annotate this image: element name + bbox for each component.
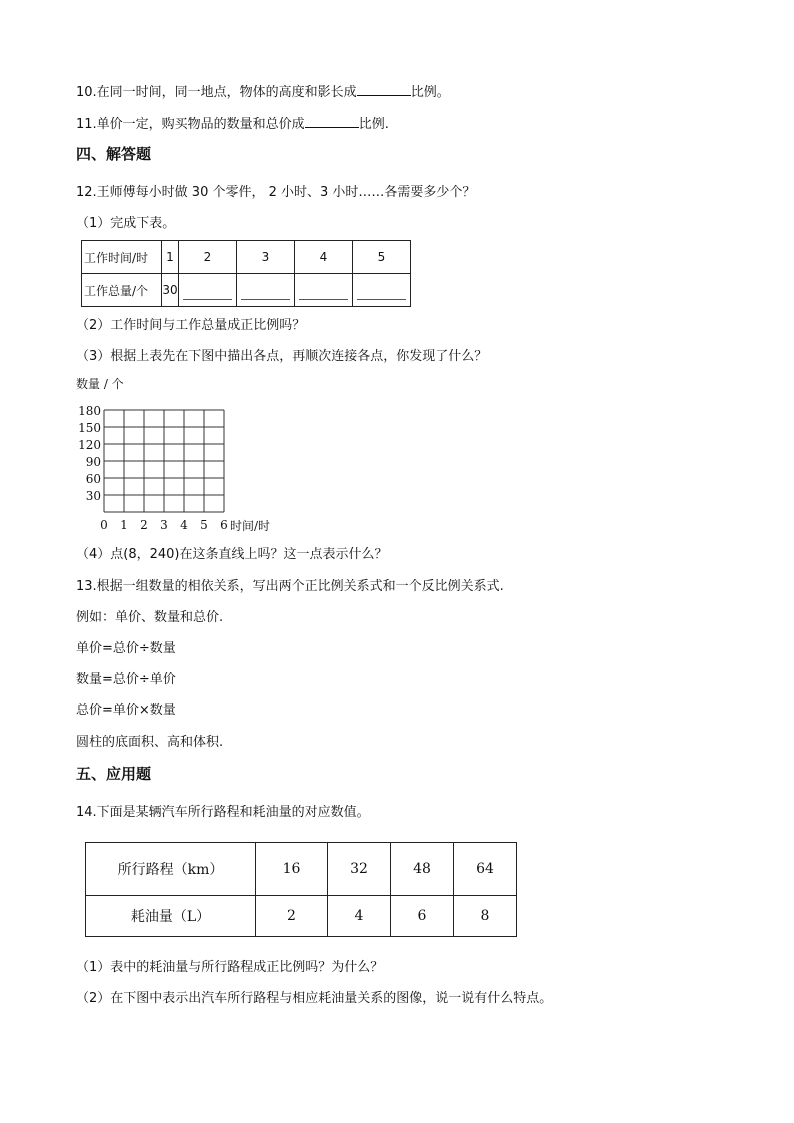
table-cell: 1 [162,241,179,274]
question-13-example: 例如：单价、数量和总价. [76,610,224,625]
x-tick: 1 [120,518,128,532]
section-heading-4: 四、解答题 [76,145,152,163]
question-11-text: 11.单价一定，购买物品的数量和总价成 [76,117,305,132]
row-header-fuel: 耗油量（L） [86,896,256,937]
question-13-cylinder: 圆柱的底面积、高和体积. [76,735,224,750]
formula-quantity: 数量=总价÷单价 [76,672,176,687]
formula-total: 总价=单价×数量 [76,703,176,718]
row-header-hours: 工作时间/时 [82,241,162,274]
table-cell: 8 [454,896,517,937]
y-tick: 150 [78,421,101,435]
table-cell: 5 [353,241,411,274]
x-tick: 5 [200,518,208,532]
table-cell: 2 [256,896,328,937]
answer-cell[interactable] [179,274,237,307]
graph-xlabel: 时间/时 [230,519,271,533]
question-10-text: 10.在同一时间，同一地点，物体的高度和影长成 [76,85,357,100]
y-tick: 30 [85,489,101,503]
x-tick: 2 [140,518,148,532]
table-cell: 48 [391,843,454,896]
answer-blank[interactable] [357,82,411,96]
question-14-part-2: （2）在下图中表示出汽车所行路程与相应耗油量关系的图像，说一说有什么特点。 [76,991,553,1006]
y-tick: 60 [85,472,101,486]
work-table [81,240,411,307]
answer-cell[interactable] [295,274,353,307]
row-header-total: 工作总量/个 [82,274,162,307]
table-row [82,241,411,274]
table-cell: 3 [237,241,295,274]
table-cell: 64 [454,843,517,896]
question-12-part-4: （4）点(8，240)在这条直线上吗？这一点表示什么？ [76,547,388,562]
row-header-distance: 所行路程（km） [86,843,256,896]
question-12-part-2: （2）工作时间与工作总量成正比例吗？ [76,318,306,333]
fuel-table [85,842,517,937]
y-tick: 90 [85,455,101,469]
table-row [82,274,411,307]
graph-ylabel: 数量 / 个 [76,377,124,391]
table-cell: 4 [295,241,353,274]
x-tick-labels [100,518,228,532]
question-12-part-3: （3）根据上表先在下图中描出各点，再顺次连接各点，你发现了什么？ [76,349,488,364]
answer-blank[interactable] [305,114,359,128]
y-tick: 120 [78,438,101,452]
table-cell: 6 [391,896,454,937]
table-cell: 2 [179,241,237,274]
question-13-stem: 13.根据一组数量的相依关系，写出两个正比例关系式和一个反比例关系式. [76,579,504,594]
table-row [86,843,517,896]
question-11-suffix: 比例. [358,117,389,132]
question-12-stem: 12.王师傅每小时做 30 个零件， 2 小时、3 小时……各需要多少个？ [76,185,476,200]
answer-cell[interactable] [237,274,295,307]
table-cell: 32 [328,843,391,896]
y-tick: 180 [78,404,101,418]
x-tick: 3 [160,518,168,532]
y-tick-labels [78,404,101,503]
question-14-part-1: （1）表中的耗油量与所行路程成正比例吗？为什么？ [76,960,384,975]
table-cell: 16 [256,843,328,896]
table-cell: 30 [162,274,179,307]
answer-cell[interactable] [353,274,411,307]
grid-lines [104,410,224,512]
x-tick: 0 [100,518,108,532]
question-11 [76,114,389,134]
table-row [86,896,517,937]
formula-unit-price: 单价=总价÷数量 [76,641,176,656]
coordinate-grid[interactable] [70,372,300,537]
question-12-part-1: （1）完成下表。 [76,216,176,231]
question-14-stem: 14.下面是某辆汽车所行路程和耗油量的对应数值。 [76,805,370,820]
x-tick: 4 [180,518,188,532]
table-cell: 4 [328,896,391,937]
question-10-suffix: 比例。 [410,85,450,100]
section-heading-5: 五、应用题 [76,765,152,783]
x-tick: 6 [220,518,228,532]
question-10 [76,82,450,102]
